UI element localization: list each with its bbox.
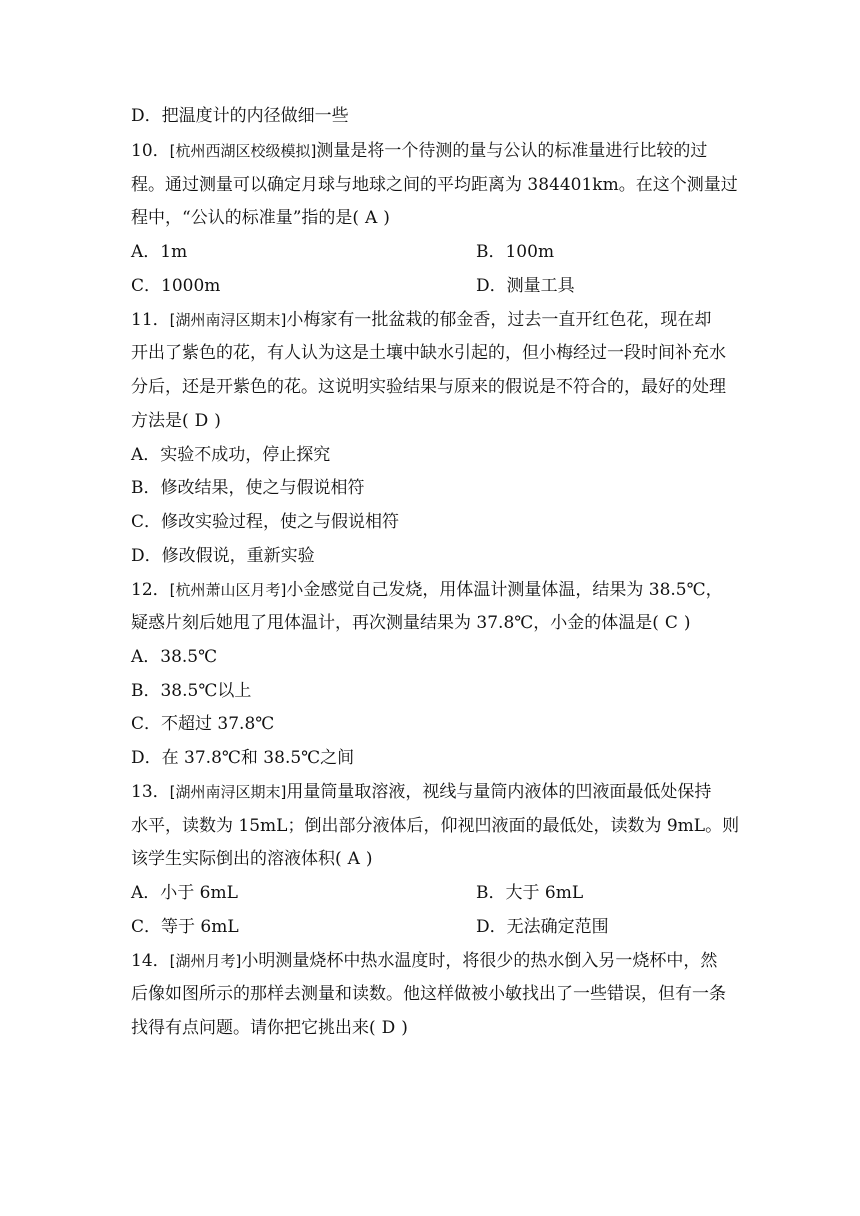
q13-source: [湖州南浔区期末] xyxy=(169,783,287,801)
q12-answer: C xyxy=(664,613,678,633)
q9-option-d: D．把温度计的内径做细一些 xyxy=(131,106,349,126)
q14-line-2: 后像如图所示的那样去测量和读数。他这样做被小敏找出了一些错误，但有一条 xyxy=(131,984,726,1004)
q14-line-3: 找得有点问题。请你把它挑出来( D ) xyxy=(131,1018,408,1038)
q11-line-2: 开出了紫色的花，有人认为这是土壤中缺水引起的，但小梅经过一段时间补充水 xyxy=(131,343,726,363)
q14-line-1 xyxy=(131,950,717,972)
q14-source: [湖州月考] xyxy=(169,952,242,970)
q12-option-c: C．不超过 37.8℃ xyxy=(131,714,275,734)
q10-option-c: C．1000m xyxy=(131,276,221,296)
q13-line-1 xyxy=(131,781,711,803)
q14-answer: D xyxy=(381,1018,396,1038)
q13-answer: A xyxy=(347,849,360,869)
q12-option-d: D．在 37.8℃和 38.5℃之间 xyxy=(131,748,355,768)
q12-option-b: B．38.5℃以上 xyxy=(131,681,252,701)
q12-line-2: 疑惑片刻后她甩了甩体温计，再次测量结果为 37.8℃，小金的体温是( C ) xyxy=(131,613,691,633)
q13-line-2: 水平，读数为 15mL；倒出部分液体后，仰视凹液面的最低处，读数为 9mL。则 xyxy=(131,816,740,836)
q10-option-b: B．100m xyxy=(476,242,555,262)
q10-line-1 xyxy=(131,140,707,162)
q11-line-1 xyxy=(131,309,711,331)
q13-options-row-2 xyxy=(131,916,609,938)
q11-line-4: 方法是( D ) xyxy=(131,411,221,431)
q12-text-1: 小金感觉自己发烧，用体温计测量体温，结果为 38.5℃， xyxy=(286,580,723,600)
q10-text-1: 测量是将一个待测的量与公认的标准量进行比较的过 xyxy=(316,141,708,161)
q10-options-row-1 xyxy=(131,241,555,263)
q10-source: [杭州西湖区校级模拟] xyxy=(169,142,317,160)
q13-option-d: D．无法确定范围 xyxy=(476,917,609,937)
q11-option-a: A．实验不成功，停止探究 xyxy=(131,445,331,465)
q10-line-2: 程。通过测量可以确定月球与地球之间的平均距离为 384401km。在这个测量过 xyxy=(131,175,738,195)
q13-option-b: B．大于 6mL xyxy=(476,883,584,903)
q10-number: 10． xyxy=(131,141,170,161)
q11-option-d: D．修改假说，重新实验 xyxy=(131,546,315,566)
q12-source: [杭州萧山区月考] xyxy=(169,581,287,599)
q13-option-c: C．等于 6mL xyxy=(131,917,239,937)
q13-line-3: 该学生实际倒出的溶液体积( A ) xyxy=(131,849,373,869)
q10-options-row-2 xyxy=(131,275,575,297)
q11-text-1: 小梅家有一批盆栽的郁金香，过去一直开红色花，现在却 xyxy=(286,310,712,330)
q12-option-a: A．38.5℃ xyxy=(131,647,218,667)
q10-answer: A xyxy=(365,208,378,228)
q11-option-c: C．修改实验过程，使之与假说相符 xyxy=(131,512,400,532)
q13-option-a: A．小于 6mL xyxy=(131,883,238,903)
q12-line-1 xyxy=(131,579,723,601)
q14-number: 14． xyxy=(131,951,170,971)
q12-number: 12． xyxy=(131,580,170,600)
q10-line-3: 程中，“公认的标准量”指的是( A ) xyxy=(131,208,390,228)
q10-option-a: A．1m xyxy=(131,242,188,262)
q11-line-3: 分后，还是开紫色的花。这说明实验结果与原来的假说是不符合的，最好的处理 xyxy=(131,377,726,397)
q11-option-b: B．修改结果，使之与假说相符 xyxy=(131,478,365,498)
q14-text-1: 小明测量烧杯中热水温度时，将很少的热水倒入另一烧杯中，然 xyxy=(241,951,718,971)
q11-number: 11． xyxy=(131,310,170,330)
q13-options-row-1 xyxy=(131,882,584,904)
q13-text-1: 用量筒量取溶液，视线与量筒内液体的凹液面最低处保持 xyxy=(286,782,712,802)
q10-option-d: D．测量工具 xyxy=(476,276,575,296)
q13-number: 13． xyxy=(131,782,170,802)
q11-answer: D xyxy=(194,411,209,431)
q11-source: [湖州南浔区期末] xyxy=(169,311,287,329)
